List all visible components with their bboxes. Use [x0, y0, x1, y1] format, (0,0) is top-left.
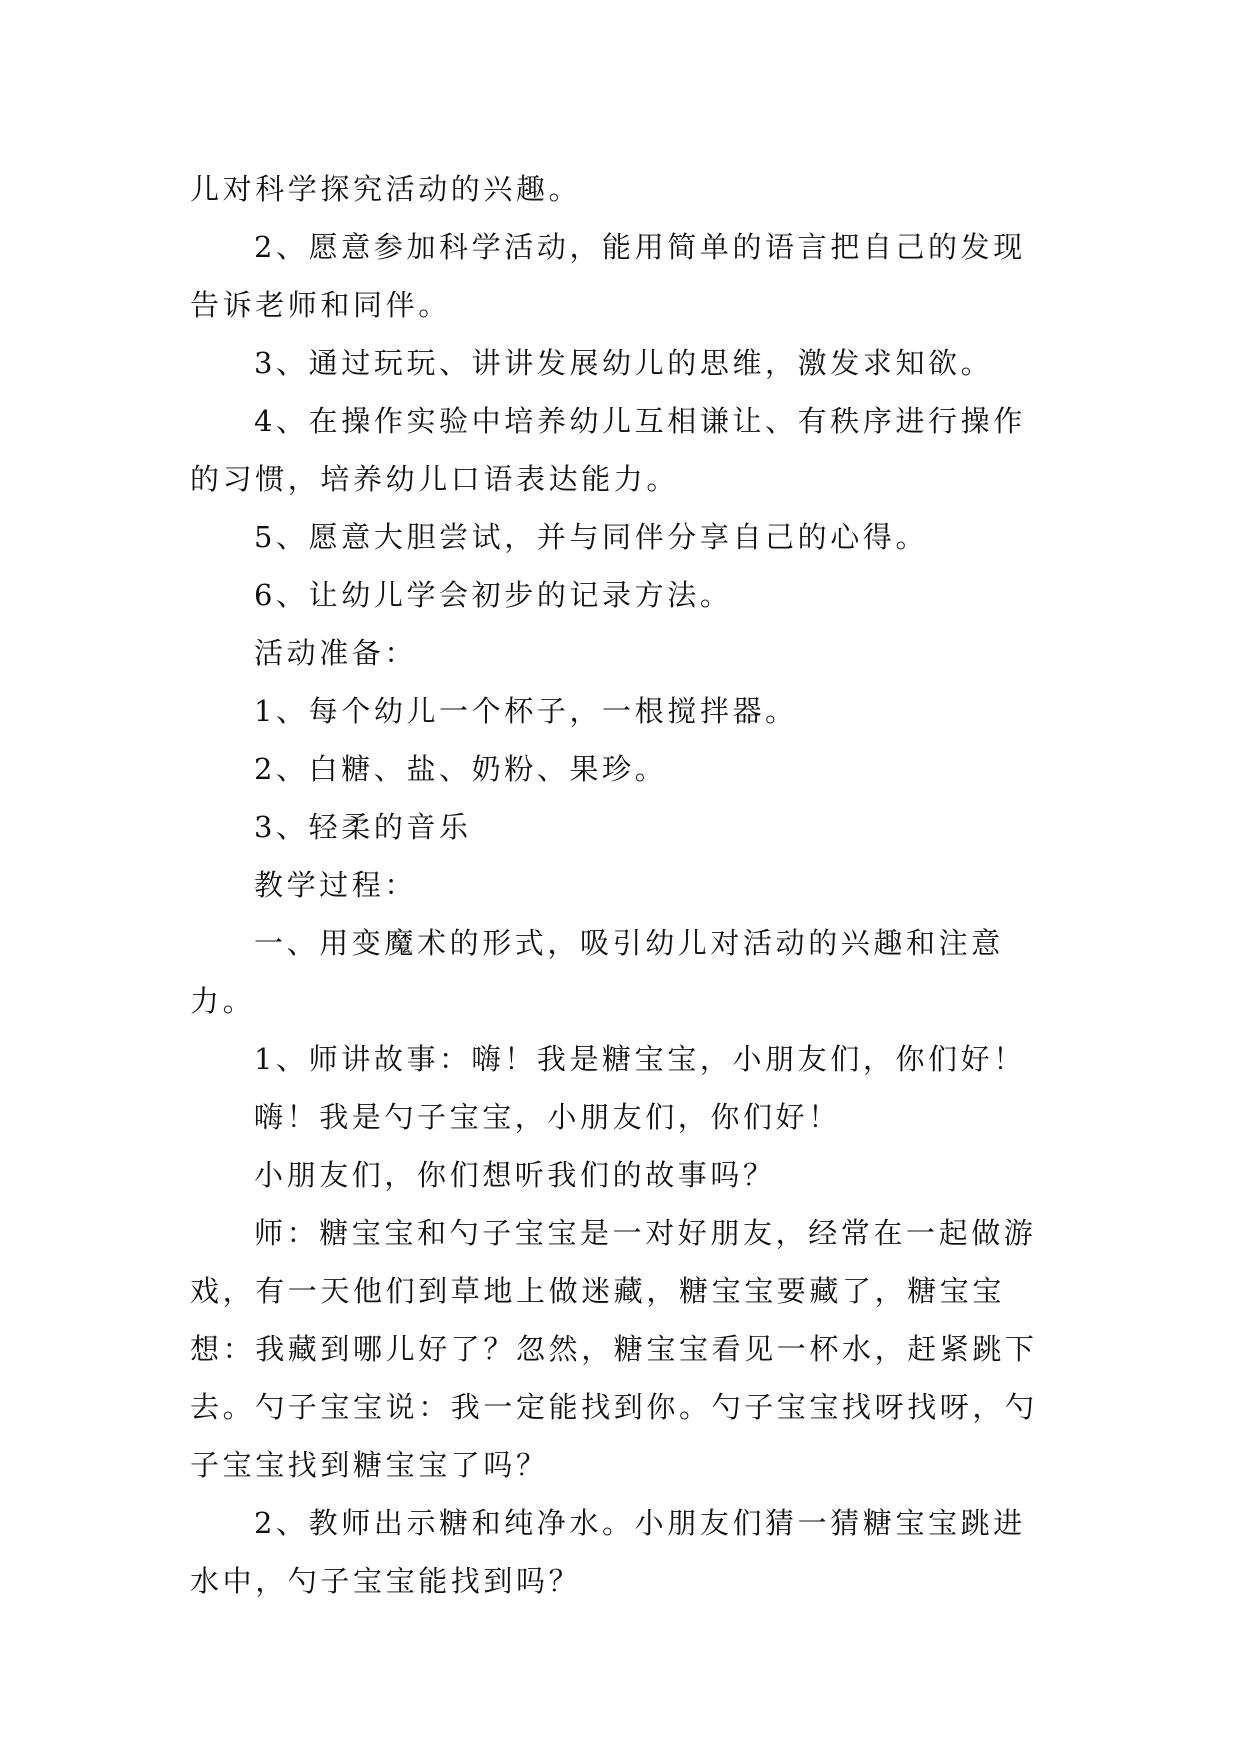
paragraph: 儿对科学探究活动的兴趣。 — [190, 172, 582, 206]
paragraph: 1、师讲故事：嗨！我是糖宝宝，小朋友们，你们好！ — [254, 1042, 1026, 1076]
paragraph: 2、教师出示糖和纯净水。小朋友们猜一猜糖宝宝跳进水中，勺子宝宝能找到吗？ — [190, 1506, 1026, 1598]
paragraph: 3、轻柔的音乐 — [254, 810, 472, 844]
paragraph: 6、让幼儿学会初步的记录方法。 — [254, 578, 733, 612]
paragraph: 2、愿意参加科学活动，能用简单的语言把自己的发现告诉老师和同伴。 — [190, 230, 1026, 322]
paragraph: 1、每个幼儿一个杯子，一根搅拌器。 — [254, 694, 798, 728]
paragraph: 2、白糖、盐、奶粉、果珍。 — [254, 752, 668, 786]
paragraph: 4、在操作实验中培养幼儿互相谦让、有秩序进行操作的习惯，培养幼儿口语表达能力。 — [190, 404, 1026, 496]
paragraph: 一、用变魔术的形式，吸引幼儿对活动的兴趣和注意力。 — [190, 926, 1004, 1018]
paragraph: 5、愿意大胆尝试，并与同伴分享自己的心得。 — [254, 520, 929, 554]
section-heading: 活动准备： — [254, 636, 418, 670]
body-text — [190, 160, 1050, 1610]
paragraph: 师：糖宝宝和勺子宝宝是一对好朋友，经常在一起做游戏，有一天他们到草地上做迷藏，糖宝宝要藏了，糖宝宝想：我藏到哪儿好了？忽然，糖宝宝看见一杯水，赶紧跳下去。勺子宝宝说：我一定能找到你。勺子宝宝找呀找呀，勺子宝宝找到糖宝宝了吗？ — [190, 1216, 1038, 1482]
section-heading: 教学过程： — [254, 868, 418, 902]
paragraph: 嗨！我是勺子宝宝，小朋友们，你们好！ — [254, 1100, 841, 1134]
paragraph: 小朋友们，你们想听我们的故事吗？ — [254, 1158, 776, 1192]
paragraph: 3、通过玩玩、讲讲发展幼儿的思维，激发求知欲。 — [254, 346, 994, 380]
